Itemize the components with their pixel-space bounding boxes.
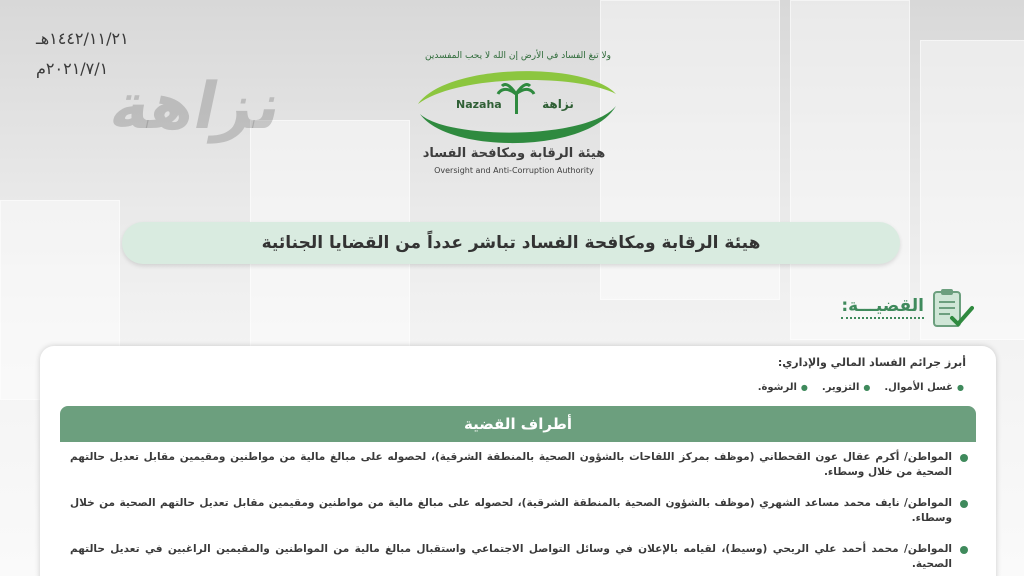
crimes-title: أبرز جرائم الفساد المالي والإداري: bbox=[777, 356, 966, 369]
party-item: المواطن/ نايف محمد مساعد الشهري (موظف بالشؤون الصحية بالمنطقة الشرقية)، لحصوله على مبالغ مالية من مواطنين ومقيمين مقابل تعديل حالتهم الصحية من خلال وسطاء. bbox=[70, 496, 970, 526]
case-card bbox=[40, 346, 996, 576]
crime-item: ● التزوير. bbox=[822, 382, 870, 393]
crime-item: ● غسل الأموال. bbox=[884, 382, 964, 393]
crime-item: ● الرشوة. bbox=[758, 382, 808, 393]
party-item: المواطن/ أكرم عقال عون القحطاني (موظف بمركز اللقاحات بالشؤون الصحية بالمنطقة الشرقية)، لحصوله على مبالغ مالية من مواطنين ومقيمين مقابل تعديل حالتهم الصحية من خلال وسطاء. bbox=[70, 450, 970, 480]
hijri-date: ١٤٤٢/١١/٢١هـ bbox=[36, 29, 129, 48]
logo-brand-ar: نزاهة bbox=[542, 97, 574, 111]
parties-title: أطراف القضية bbox=[464, 415, 572, 433]
headline-banner bbox=[122, 222, 900, 264]
headline-text: هيئة الرقابة ومكافحة الفساد تباشر عدداً من القضايا الجنائية bbox=[261, 233, 761, 253]
clipboard-check-icon bbox=[928, 288, 974, 330]
org-name-en: Oversight and Anti-Corruption Authority bbox=[434, 166, 594, 175]
parties-header bbox=[60, 406, 976, 442]
org-name-ar: هيئة الرقابة ومكافحة الفساد bbox=[422, 146, 606, 161]
palm-icon bbox=[498, 84, 534, 114]
logo-verse: ولا تبغ الفساد في الأرض إن الله لا يحب المفسدين bbox=[424, 51, 612, 61]
crimes-list bbox=[758, 382, 964, 393]
nazaha-logo bbox=[408, 44, 628, 184]
gregorian-date: ٢٠٢١/٧/١م bbox=[36, 59, 109, 78]
case-label: القضيـــة: bbox=[841, 296, 924, 319]
watermark-text: نزاهة bbox=[104, 70, 289, 144]
dates bbox=[36, 24, 129, 84]
logo-brand-en: Nazaha bbox=[456, 98, 502, 111]
party-item: المواطن/ محمد أحمد علي الريحي (وسيط)، لقيامه بالإعلان في وسائل التواصل الاجتماعي واستقبال مبالغ مالية من المواطنين والمقيمين الراغبين في تعديل حالتهم الصحية. bbox=[70, 542, 970, 572]
parties-list bbox=[70, 450, 970, 576]
